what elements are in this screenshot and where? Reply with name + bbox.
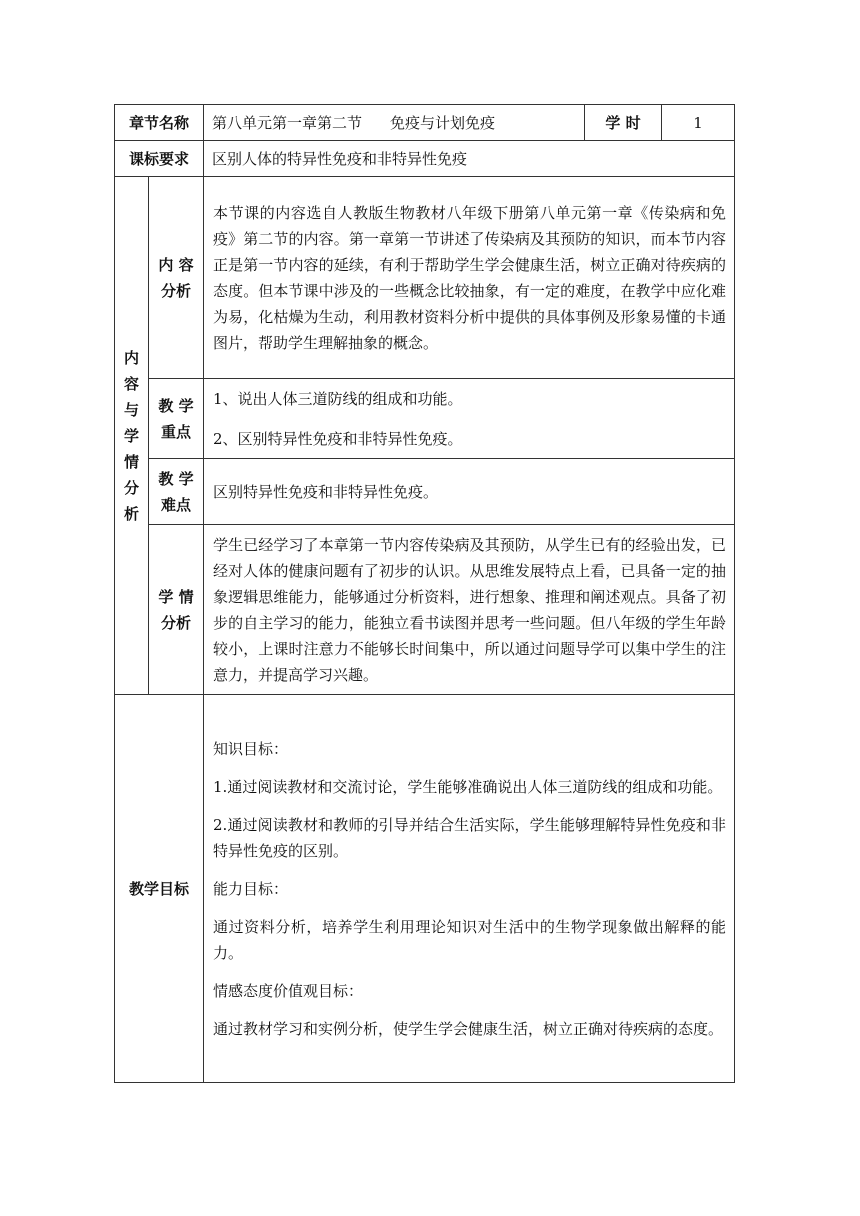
side-char: 内 [123,348,139,367]
chapter-value [204,105,585,141]
difficulties-text: 区别特异性免疫和非特异性免疫。 [204,459,735,525]
difficulties-label: 教 学 难点 [149,459,204,525]
difficulties-row [115,459,735,525]
goals-text [204,695,735,1083]
goals-row [115,695,735,1083]
ability-title: 能力目标： [213,879,289,898]
lesson-plan-page [114,104,734,1083]
emotion-goal: 通过教材学习和实例分析，使学生学会健康生活，树立正确对待疾病的态度。 [213,1019,724,1038]
goals-label: 教学目标 [115,695,204,1083]
key-points-label: 教 学 重点 [149,379,204,459]
key-point-item: 1、说出人体三道防线的组成和功能。 [213,389,463,408]
key-point-item: 2、区别特异性免疫和非特异性免疫。 [213,429,463,448]
hours-value: 1 [662,105,735,141]
side-char: 分 [123,478,139,497]
standard-row [115,141,735,177]
analysis-side-label [115,177,149,695]
ability-goal: 通过资料分析，培养学生利用理论知识对生活中的生物学现象做出解释的能力。 [213,917,727,962]
student-analysis-text: 学生已经学习了本章第一节内容传染病及其预防，从学生已有的经验出发，已经对人体的健康问题有了初步的认识。从思维发展特点上看，已具备一定的抽象逻辑思维能力，能够通过分析资料，进行想象、推理和阐述观点。具备了初步的自主学习的能力，能独立看书读图并思考一些问题。但八年级的学生年龄较小，上课时注意力不能够长时间集中，所以通过问题导学可以集中学生的注意力，并提高学习兴趣。 [204,525,735,695]
side-char: 析 [123,504,139,523]
hours-label: 学 时 [585,105,662,141]
side-char: 情 [123,452,139,471]
knowledge-goal-1: 1.通过阅读教材和交流讨论，学生能够准确说出人体三道防线的组成和功能。 [213,777,723,796]
side-char: 容 [123,374,139,393]
standard-label: 课标要求 [115,141,204,177]
chapter-topic: 免疫与计划免疫 [390,113,496,132]
key-points-row [115,379,735,459]
side-char: 与 [123,400,139,419]
knowledge-title: 知识目标： [213,739,289,758]
chapter-section: 第八单元第一章第二节 [212,113,363,132]
knowledge-goal-2: 2.通过阅读教材和教师的引导并结合生活实际，学生能够理解特异性免疫和非特异性免疫的区别。 [213,815,727,860]
chapter-row [115,105,735,141]
emotion-title: 情感态度价值观目标： [213,981,364,1000]
content-label: 内 容 分析 [149,177,204,379]
standard-value: 区别人体的特异性免疫和非特异性免疫 [204,141,735,177]
content-analysis-row [115,177,735,379]
side-char: 学 [123,426,139,445]
chapter-label: 章节名称 [115,105,204,141]
student-analysis-row [115,525,735,695]
content-text: 本节课的内容选自人教版生物教材八年级下册第八单元第一章《传染病和免疫》第二节的内容。第一章第一节讲述了传染病及其预防的知识，而本节内容正是第一节内容的延续，有利于帮助学生学会健康生活，树立正确对待疾病的态度。但本节课中涉及的一些概念比较抽象，有一定的难度，在教学中应化难为易，化枯燥为生动，利用教材资料分析中提供的具体事例及形象易懂的卡通图片，帮助学生理解抽象的概念。 [204,177,735,379]
key-points-text [204,379,735,459]
lesson-plan-table [114,104,735,1083]
student-analysis-label: 学 情 分析 [149,525,204,695]
